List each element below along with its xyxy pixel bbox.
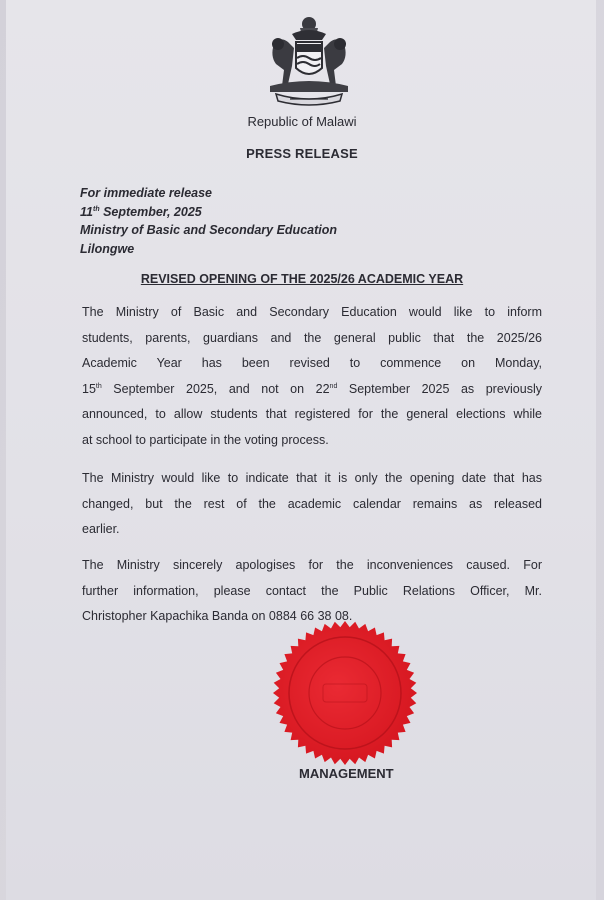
paragraph-3 bbox=[82, 553, 542, 630]
paragraph-line: Academic Year has been revised to commence on Monday, bbox=[82, 356, 542, 370]
paragraph-line: Christopher Kapachika Banda on 0884 66 38 08. bbox=[82, 609, 353, 623]
paragraph-line: announced, to allow students that registered for the general elections while bbox=[82, 407, 542, 421]
republic-label: Republic of Malawi bbox=[247, 114, 357, 129]
press-release-title: PRESS RELEASE bbox=[246, 146, 358, 161]
paragraph-line: The Ministry sincerely apologises for the inconveniences caused. For bbox=[82, 558, 542, 572]
management-signature: MANAGEMENT bbox=[299, 766, 394, 781]
release-type: For immediate release bbox=[80, 186, 213, 200]
paragraph-line: The Ministry of Basic and Secondary Education would like to inform bbox=[82, 305, 542, 319]
paragraph-2 bbox=[82, 466, 542, 543]
official-seal-icon bbox=[271, 620, 419, 766]
ministry-name: Ministry of Basic and Secondary Education bbox=[80, 223, 338, 237]
release-location: Lilongwe bbox=[80, 241, 135, 256]
paragraph-line: further information, please contact the Public Relations Officer, Mr. bbox=[82, 583, 542, 598]
release-meta bbox=[80, 184, 337, 258]
release-heading: REVISED OPENING OF THE 2025/26 ACADEMIC YEAR bbox=[140, 272, 464, 286]
paragraph-line: at school to participate in the voting process. bbox=[82, 432, 329, 447]
paragraph-line: earlier. bbox=[82, 522, 120, 536]
paragraph-line: changed, but the rest of the academic calendar remains as released bbox=[82, 496, 542, 511]
paragraph-line: The Ministry would like to indicate that it is only the opening date that has bbox=[82, 471, 542, 485]
paragraph-line: 15th September 2025, and not on 22nd September 2025 as previously bbox=[82, 381, 542, 396]
paragraph-line: students, parents, guardians and the general public that the 2025/26 bbox=[82, 330, 542, 345]
paragraph-1 bbox=[82, 300, 542, 453]
release-date: 11th September, 2025 bbox=[80, 204, 202, 219]
coat-of-arms-icon bbox=[262, 14, 356, 106]
